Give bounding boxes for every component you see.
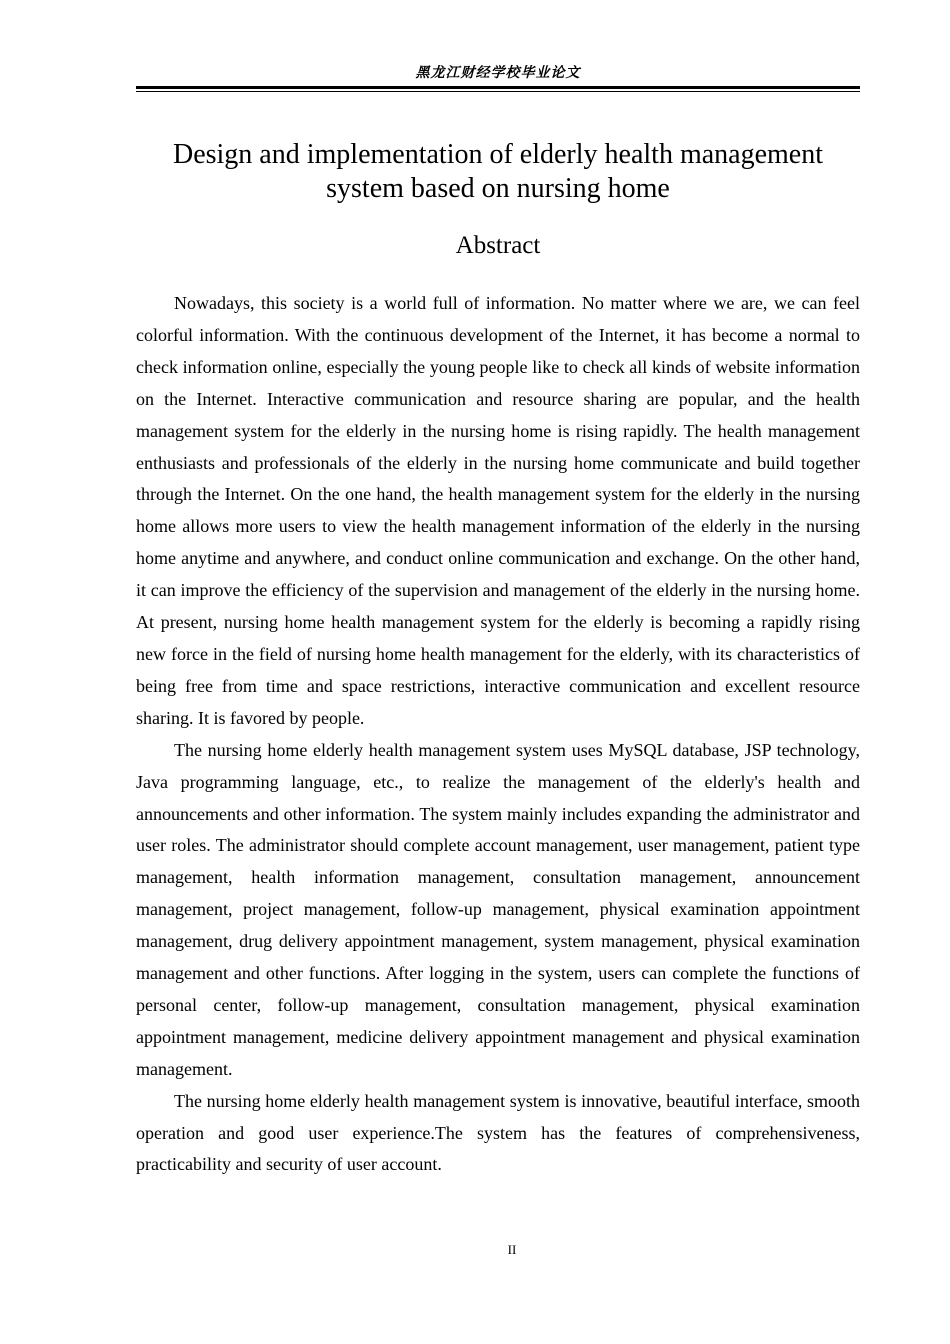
header-rule-thin (136, 91, 860, 92)
title-line-2: system based on nursing home (326, 173, 670, 204)
document-title (136, 138, 860, 206)
abstract-heading: Abstract (455, 232, 541, 259)
page-number: II (507, 1242, 517, 1257)
abstract-paragraph-2: The nursing home elderly health management system uses MySQL database, JSP technology, Java programming language, etc., to realize the management of the elderly's health and announcements and other information. The system mainly includes expanding the administrator and user roles. The administrator should complete account management, user management, patient type management, health information management, consultation management, announcement management, project management, follow-up management, physical examination appointment management, drug delivery appointment management, system management, physical examination management and other functions. After logging in the system, users can complete the functions of personal center, follow-up management, consultation management, physical examination appointment management, medicine delivery appointment management and physical examination management. (136, 739, 860, 1079)
abstract-paragraph-3: The nursing home elderly health management system is innovative, beautiful interface, smooth operation and good user experience.The system has the features of comprehensiveness, practicability and security of user account. (136, 1090, 860, 1175)
page-header: 黑龙江财经学校毕业论文 (415, 65, 581, 81)
abstract-body (136, 288, 860, 1181)
abstract-paragraph-1: Nowadays, this society is a world full of information. No matter where we are, we can feel colorful information. With the continuous development of the Internet, it has become a normal to check information online, especially the young people like to check all kinds of website information on the Internet. Interactive communication and resource sharing are popular, and the health management system for the elderly in the nursing home is rising rapidly. The health management enthusiasts and professionals of the elderly in the nursing home communicate and build together through the Internet. On the one hand, the health management system for the elderly in the nursing home allows more users to view the health management information of the elderly in the nursing home anytime and anywhere, and conduct online communication and exchange. On the other hand, it can improve the efficiency of the supervision and management of the elderly in the nursing home. At present, nursing home health management system for the elderly is becoming a rapidly rising new force in the field of nursing home health management for the elderly, with its characteristics of being free from time and space restrictions, interactive communication and excellent resource sharing. It is favored by people. (136, 293, 860, 728)
header-rule-thick (136, 86, 860, 89)
title-line-1: Design and implementation of elderly health management (172, 139, 823, 170)
